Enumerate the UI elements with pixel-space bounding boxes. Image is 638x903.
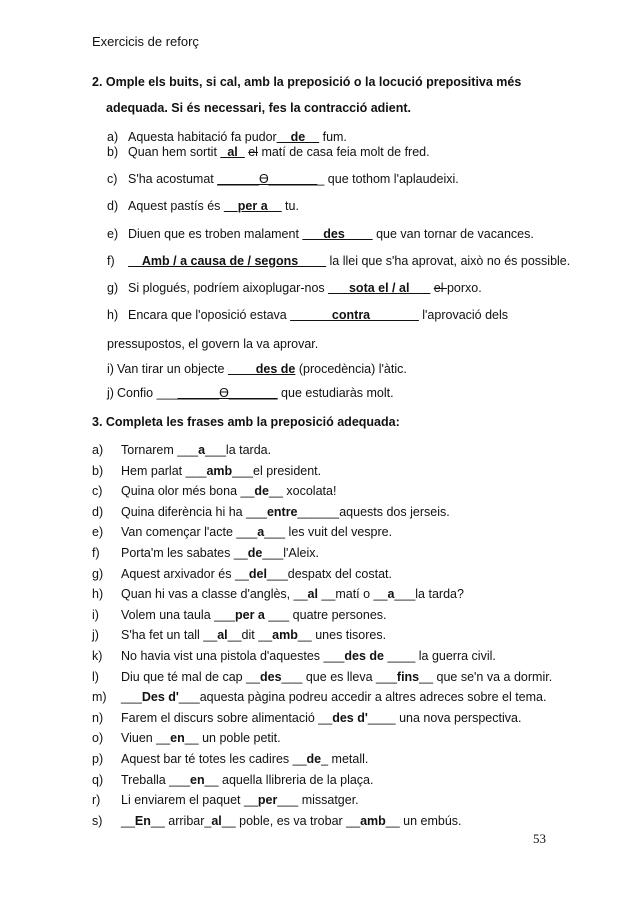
exercise-3-title: 3. Completa les frases amb la preposició adequada: bbox=[92, 415, 400, 429]
item-label: f) bbox=[92, 546, 100, 560]
answer-text: ______ϴ_______ bbox=[177, 386, 278, 400]
answer-text: amb bbox=[206, 463, 233, 478]
answer-text: ______ϴ_______ bbox=[217, 172, 318, 186]
item-text: __ xocolata! bbox=[269, 484, 337, 499]
exercise-2-title: 2. Omple els buits, si cal, amb la preposició o la locució prepositiva més bbox=[92, 75, 522, 89]
item-text: Quan hem sortit bbox=[128, 145, 221, 159]
item-text: ___despatx del costat. bbox=[266, 566, 393, 581]
exercise-2-item bbox=[107, 254, 570, 269]
item-text: __matí o __ bbox=[317, 587, 388, 602]
exercise-2-item bbox=[107, 227, 534, 242]
item-label: c) bbox=[92, 484, 103, 499]
answer-text: ___sota el / al___ bbox=[328, 281, 431, 295]
item-text: Porta'm les sabates __ bbox=[121, 546, 248, 560]
exercise-3-item bbox=[92, 752, 368, 767]
item-text: No havia vist una pistola d'aquestes ___ bbox=[121, 649, 345, 663]
item-text: Viuen __ bbox=[121, 731, 171, 746]
item-text: Treballa ___ bbox=[121, 772, 191, 787]
item-label: o) bbox=[92, 731, 104, 746]
exercise-2-item bbox=[107, 172, 459, 187]
exercise-3-item bbox=[92, 793, 359, 808]
item-text: Aquest pastís és bbox=[128, 199, 224, 213]
item-text: porxo. bbox=[446, 281, 482, 295]
answer-text: en bbox=[170, 731, 185, 746]
answer-text: a bbox=[387, 587, 395, 602]
item-text: Aquesta habitació fa pudor bbox=[128, 130, 277, 144]
answer-text: al bbox=[307, 587, 318, 602]
item-label: h) bbox=[107, 308, 119, 322]
answer-text: de bbox=[254, 484, 270, 499]
item-text: S'ha fet un tall __ bbox=[121, 628, 218, 643]
item-text: Farem el discurs sobre alimentació __ bbox=[121, 710, 333, 725]
item-text: ___ les vuit del vespre. bbox=[264, 525, 393, 540]
item-text: __ un poble petit. bbox=[184, 731, 281, 746]
item-label: i) bbox=[92, 607, 99, 622]
item-text: l'aprovació dels bbox=[418, 308, 509, 322]
item-text: _ metall. bbox=[321, 752, 369, 766]
answer-text: de bbox=[247, 546, 263, 560]
exercise-2-continuation: pressupostos, el govern la va aprovar. bbox=[107, 337, 319, 351]
item-text: __ unes tisores. bbox=[297, 628, 387, 643]
answer-text: ______contra_______ bbox=[290, 308, 419, 322]
exercise-2-item-j bbox=[107, 386, 394, 401]
item-text: ___la tarda. bbox=[205, 443, 272, 457]
answer-text: fins bbox=[396, 669, 420, 684]
item-text: __ que se'n va a dormir. bbox=[419, 669, 553, 684]
exercise-3-item bbox=[92, 670, 552, 685]
item-text: ___aquesta pàgina podreu accedir a altres adreces sobre el tema. bbox=[178, 690, 547, 705]
exercise-3-item bbox=[92, 628, 386, 643]
page-number: 53 bbox=[533, 831, 546, 846]
item-text: la llei que s'ha aprovat, això no és possible. bbox=[326, 254, 571, 268]
item-label: k) bbox=[92, 649, 103, 663]
item-text: ___ quatre persones. bbox=[264, 607, 387, 622]
answer-text: amb bbox=[272, 628, 298, 643]
item-label: e) bbox=[107, 227, 119, 241]
item-text: ___ missatger. bbox=[277, 793, 359, 808]
answer-text: des d' bbox=[332, 710, 368, 725]
exercise-3-item bbox=[92, 690, 546, 705]
exercise-3-item bbox=[92, 773, 374, 788]
exercise-3-item bbox=[92, 525, 392, 540]
item-label: j) bbox=[107, 386, 114, 400]
item-label: g) bbox=[107, 281, 119, 295]
answer-text: al bbox=[217, 628, 228, 643]
item-text: Diu que té mal de cap __ bbox=[121, 669, 260, 684]
exercise-2-item bbox=[107, 281, 482, 296]
answer-text: des de bbox=[344, 649, 384, 663]
item-label: j) bbox=[92, 628, 99, 643]
item-text: Hem parlat ___ bbox=[121, 463, 207, 478]
item-label: c) bbox=[107, 172, 118, 186]
item-text: S'ha acostumat bbox=[128, 172, 218, 186]
exercise-3-item bbox=[92, 505, 450, 520]
item-text: Aquest bar té totes les cadires __ bbox=[121, 752, 307, 766]
item-text: Quina diferència hi ha ___ bbox=[121, 504, 267, 519]
item-text: Encara que l'oposició estava bbox=[128, 308, 291, 322]
item-text: Confio ___ bbox=[117, 386, 178, 400]
item-label: a) bbox=[107, 130, 119, 144]
answer-text: __Amb / a causa de / segons____ bbox=[128, 254, 327, 268]
item-text: Van tirar un objecte bbox=[117, 362, 228, 376]
answer-text: Des d' bbox=[141, 690, 179, 705]
exercise-2-item bbox=[107, 145, 430, 160]
item-text: el bbox=[248, 145, 258, 159]
exercise-3-item bbox=[92, 484, 336, 499]
exercise-3-item bbox=[92, 649, 496, 664]
answer-text: En bbox=[134, 813, 151, 828]
answer-text: ____des de bbox=[227, 362, 296, 376]
item-label: m) bbox=[92, 690, 107, 705]
item-text: ______aquests dos jerseis. bbox=[297, 504, 450, 519]
exercise-3-item bbox=[92, 711, 521, 726]
exercise-3-item bbox=[92, 443, 271, 458]
item-text: ___ bbox=[121, 690, 142, 705]
answer-text: __de__ bbox=[276, 130, 320, 144]
item-text: ___el president. bbox=[232, 463, 322, 478]
item-text: matí de casa feia molt de fred. bbox=[257, 145, 430, 159]
item-label: b) bbox=[92, 463, 104, 478]
item-text: __dit __ bbox=[227, 628, 273, 643]
answer-text: en bbox=[190, 772, 205, 787]
item-label: p) bbox=[92, 752, 104, 766]
item-label: i) bbox=[107, 362, 114, 376]
item-text: ___la tarda? bbox=[394, 587, 464, 602]
item-label: d) bbox=[107, 199, 119, 213]
item-text: __ aquella llibreria de la plaça. bbox=[204, 772, 374, 787]
answer-text: entre bbox=[266, 504, 298, 519]
item-text: Quina olor més bona __ bbox=[121, 484, 255, 499]
item-text: ____ la guerra civil. bbox=[383, 649, 496, 663]
item-text: Van començar l'acte ___ bbox=[121, 525, 258, 540]
answer-text: al bbox=[211, 813, 222, 828]
item-label: n) bbox=[92, 710, 104, 725]
item-text: __ bbox=[121, 813, 135, 828]
item-text: que van tornar de vacances. bbox=[372, 227, 534, 241]
exercise-3-item bbox=[92, 546, 319, 561]
exercise-3-item bbox=[92, 608, 387, 623]
exercise-3-item bbox=[92, 567, 392, 582]
item-text: Tornarem ___ bbox=[121, 443, 199, 457]
exercise-2-item-i bbox=[107, 362, 407, 377]
item-text: Diuen que es troben malament bbox=[128, 227, 303, 241]
answer-text: ___des____ bbox=[302, 227, 373, 241]
item-label: h) bbox=[92, 587, 104, 602]
exercise-3-item bbox=[92, 587, 464, 602]
page-header: Exercicis de reforç bbox=[92, 34, 199, 49]
item-label: s) bbox=[92, 813, 103, 828]
exercise-2-item bbox=[107, 130, 347, 145]
item-text: que estudiaràs molt. bbox=[277, 386, 394, 400]
exercise-3-item bbox=[92, 464, 321, 479]
answer-text: __per a__ bbox=[223, 199, 282, 213]
item-text: ___l'Aleix. bbox=[262, 546, 319, 560]
item-text: (procedència) l'àtic. bbox=[295, 362, 407, 376]
item-text: Si plogués, podríem aixoplugar-nos bbox=[128, 281, 329, 295]
item-label: a) bbox=[92, 443, 104, 457]
item-label: e) bbox=[92, 525, 104, 540]
item-text: _ que tothom l'aplaudeixi. bbox=[317, 172, 459, 186]
item-text: Li enviarem el paquet __ bbox=[121, 793, 258, 808]
answer-text: a bbox=[198, 443, 206, 457]
answer-text: del bbox=[248, 566, 267, 581]
exercise-3-item bbox=[92, 814, 462, 829]
item-label: b) bbox=[107, 145, 119, 159]
item-label: l) bbox=[92, 669, 99, 684]
item-text: tu. bbox=[281, 199, 299, 213]
item-text: Volem una taula ___ bbox=[121, 607, 235, 622]
item-label: f) bbox=[107, 254, 115, 268]
exercise-2-title-cont: adequada. Si és necessari, fes la contracció adient. bbox=[106, 101, 411, 115]
item-label: d) bbox=[92, 504, 104, 519]
answer-text: des bbox=[259, 669, 282, 684]
answer-text: per bbox=[257, 793, 278, 808]
exercise-2-item bbox=[107, 308, 508, 323]
item-text: __ arribar_ bbox=[150, 813, 212, 828]
item-label: q) bbox=[92, 772, 104, 787]
answer-text: _al_ bbox=[220, 145, 245, 159]
answer-text: a bbox=[257, 525, 265, 540]
exercise-2-item bbox=[107, 199, 299, 214]
item-text: ___ que es lleva ___ bbox=[281, 669, 397, 684]
item-text: Aquest arxivador és __ bbox=[121, 566, 249, 581]
item-text: el bbox=[433, 281, 447, 295]
item-text: Quan hi vas a classe d'anglès, __ bbox=[121, 587, 308, 602]
item-label: r) bbox=[92, 793, 101, 808]
answer-text: amb bbox=[360, 813, 386, 828]
answer-text: per a bbox=[234, 607, 265, 622]
item-label: g) bbox=[92, 566, 104, 581]
item-text: __ poble, es va trobar __ bbox=[221, 813, 361, 828]
item-text: ____ una nova perspectiva. bbox=[367, 710, 522, 725]
item-text: fum. bbox=[319, 130, 347, 144]
exercise-3-item bbox=[92, 731, 281, 746]
answer-text: de bbox=[306, 752, 322, 766]
item-text: __ un embús. bbox=[385, 813, 462, 828]
